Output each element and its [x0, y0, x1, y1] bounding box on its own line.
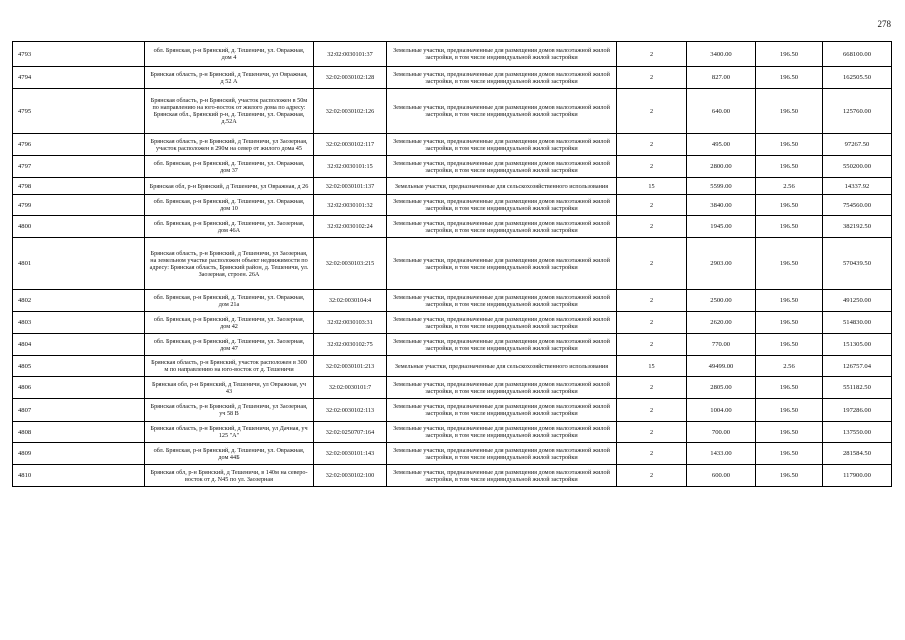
cadastral-number-cell: 32:02:0030101:32: [314, 195, 387, 216]
row-number-cell: 4809: [13, 443, 145, 465]
specific-value-cell: 196.50: [756, 195, 823, 216]
area-cell: 2500.00: [687, 290, 756, 312]
group-cell: 2: [617, 399, 687, 422]
cadastral-value-cell: 551182.50: [823, 377, 892, 399]
group-cell: 2: [617, 134, 687, 156]
land-use-cell: Земельные участки, предназначенные для размещения домов малоэтажной жилой застройки, в том числе индивидуальной жилой застройки: [387, 399, 617, 422]
cadastral-value-cell: 126757.04: [823, 356, 892, 377]
specific-value-cell: 196.50: [756, 89, 823, 134]
address-cell: обл. Брянская, р-н Брянский, д. Тешеничи, ул. Заозерная, дом 47: [145, 334, 314, 356]
land-use-cell: Земельные участки, предназначенные для размещения домов малоэтажной жилой застройки, в том числе индивидуальной жилой застройки: [387, 238, 617, 290]
land-use-cell: Земельные участки, предназначенные для размещения домов малоэтажной жилой застройки, в том числе индивидуальной жилой застройки: [387, 312, 617, 334]
table-row: [13, 443, 892, 465]
address-cell: Брянская область, р-н Брянский, участок расположен в 50м по направлению на юго-восток от жилого дома по адресу: Брянская обл., Брянский р-н, д. Тешеничи, ул. Овражная, д.52А: [145, 89, 314, 134]
specific-value-cell: 196.50: [756, 377, 823, 399]
address-cell: Брянская обл, р-н Брянский, д Тешеничи, ул Овражная, д 26: [145, 178, 314, 195]
specific-value-cell: 196.50: [756, 443, 823, 465]
page-number: 278: [877, 19, 891, 29]
area-cell: 700.00: [687, 422, 756, 443]
cadastral-number-cell: 32:02:0250707:164: [314, 422, 387, 443]
row-number-cell: 4803: [13, 312, 145, 334]
row-number-cell: 4793: [13, 42, 145, 67]
cadastral-number-cell: 32:02:0030104:4: [314, 290, 387, 312]
address-cell: обл. Брянская, р-н Брянский, д. Тешеничи, ул. Овражная, дом 44Б: [145, 443, 314, 465]
area-cell: 827.00: [687, 67, 756, 89]
area-cell: 5599.00: [687, 178, 756, 195]
row-number-cell: 4806: [13, 377, 145, 399]
specific-value-cell: 196.50: [756, 238, 823, 290]
specific-value-cell: 196.50: [756, 334, 823, 356]
row-number-cell: 4797: [13, 156, 145, 178]
cadastral-number-cell: 32:02:0030103:215: [314, 238, 387, 290]
address-cell: обл. Брянская, р-н Брянский, д. Тешеничи, ул. Заозерная, дом 46А: [145, 216, 314, 238]
area-cell: 640.00: [687, 89, 756, 134]
cadastral-number-cell: 32:02:0030103:31: [314, 312, 387, 334]
group-cell: 2: [617, 216, 687, 238]
area-cell: 495.00: [687, 134, 756, 156]
specific-value-cell: 196.50: [756, 216, 823, 238]
table-row: [13, 42, 892, 67]
group-cell: 2: [617, 334, 687, 356]
cadastral-number-cell: 32:02:0030101:7: [314, 377, 387, 399]
area-cell: 2805.00: [687, 377, 756, 399]
specific-value-cell: 196.50: [756, 465, 823, 487]
address-cell: Брянская область, р-н Брянский, участок расположен в 300 м по направлению на юго-восток от д. Тешеничи: [145, 356, 314, 377]
land-use-cell: Земельные участки, предназначенные для размещения домов малоэтажной жилой застройки, в том числе индивидуальной жилой застройки: [387, 134, 617, 156]
group-cell: 2: [617, 89, 687, 134]
address-cell: обл. Брянская, р-н Брянский, д. Тешеничи, ул. Заозерная, дом 42: [145, 312, 314, 334]
address-cell: Брянская область, р-н Брянский, д Тешеничи, ул Заозерная, на земельном участке расположен объект недвижимости по адресу: Брянская область, Брянский район, д. Тешеничи, ул. Заозерная, строен. 26А: [145, 238, 314, 290]
area-cell: 3840.00: [687, 195, 756, 216]
area-cell: 2800.00: [687, 156, 756, 178]
cadastral-value-cell: 137550.00: [823, 422, 892, 443]
land-use-cell: Земельные участки, предназначенные для сельскохозяйственного использования: [387, 356, 617, 377]
row-number-cell: 4794: [13, 67, 145, 89]
cadastral-number-cell: 32:02:0030101:37: [314, 42, 387, 67]
table-row: [13, 377, 892, 399]
table-row: [13, 290, 892, 312]
row-number-cell: 4807: [13, 399, 145, 422]
table-row: [13, 134, 892, 156]
cadastral-registry-table: [12, 41, 892, 487]
cadastral-number-cell: 32:02:0030101:15: [314, 156, 387, 178]
group-cell: 15: [617, 178, 687, 195]
land-use-cell: Земельные участки, предназначенные для размещения домов малоэтажной жилой застройки, в том числе индивидуальной жилой застройки: [387, 195, 617, 216]
row-number-cell: 4800: [13, 216, 145, 238]
cadastral-value-cell: 197286.00: [823, 399, 892, 422]
table-row: [13, 334, 892, 356]
cadastral-value-cell: 491250.00: [823, 290, 892, 312]
area-cell: 1433.00: [687, 443, 756, 465]
land-use-cell: Земельные участки, предназначенные для сельскохозяйственного использования: [387, 178, 617, 195]
specific-value-cell: 196.50: [756, 399, 823, 422]
cadastral-number-cell: 32:02:0030102:128: [314, 67, 387, 89]
area-cell: 770.00: [687, 334, 756, 356]
land-use-cell: Земельные участки, предназначенные для размещения домов малоэтажной жилой застройки, в том числе индивидуальной жилой застройки: [387, 334, 617, 356]
cadastral-value-cell: 281584.50: [823, 443, 892, 465]
land-use-cell: Земельные участки, предназначенные для размещения домов малоэтажной жилой застройки, в том числе индивидуальной жилой застройки: [387, 156, 617, 178]
specific-value-cell: 196.50: [756, 134, 823, 156]
cadastral-number-cell: 32:02:0030101:213: [314, 356, 387, 377]
specific-value-cell: 196.50: [756, 290, 823, 312]
cadastral-value-cell: 550200.00: [823, 156, 892, 178]
cadastral-number-cell: 32:02:0030102:117: [314, 134, 387, 156]
area-cell: 1004.00: [687, 399, 756, 422]
group-cell: 2: [617, 67, 687, 89]
row-number-cell: 4796: [13, 134, 145, 156]
row-number-cell: 4808: [13, 422, 145, 443]
address-cell: обл. Брянская, р-н Брянский, д. Тешеничи, ул. Овражная, дом 21а: [145, 290, 314, 312]
land-use-cell: Земельные участки, предназначенные для размещения домов малоэтажной жилой застройки, в том числе индивидуальной жилой застройки: [387, 290, 617, 312]
cadastral-value-cell: 382192.50: [823, 216, 892, 238]
cadastral-value-cell: 14337.92: [823, 178, 892, 195]
table-row: [13, 195, 892, 216]
land-use-cell: Земельные участки, предназначенные для размещения домов малоэтажной жилой застройки, в том числе индивидуальной жилой застройки: [387, 67, 617, 89]
table-row: [13, 312, 892, 334]
row-number-cell: 4804: [13, 334, 145, 356]
cadastral-number-cell: 32:02:0030101:137: [314, 178, 387, 195]
address-cell: обл. Брянская, р-н Брянский, д. Тешеничи, ул. Овражная, дом 10: [145, 195, 314, 216]
table-row: [13, 356, 892, 377]
address-cell: обл. Брянская, р-н Брянский, д. Тешеничи, ул. Овражная, дом 4: [145, 42, 314, 67]
row-number-cell: 4810: [13, 465, 145, 487]
specific-value-cell: 196.50: [756, 42, 823, 67]
address-cell: Брянская область, р-н Брянский, д Тешеничи, ул Заозерная, участок расположен в 290м на север от жилого дома 45: [145, 134, 314, 156]
table-row: [13, 399, 892, 422]
cadastral-number-cell: 32:02:0030102:24: [314, 216, 387, 238]
table-row: [13, 422, 892, 443]
table-row: [13, 89, 892, 134]
table-row: [13, 238, 892, 290]
land-use-cell: Земельные участки, предназначенные для размещения домов малоэтажной жилой застройки, в том числе индивидуальной жилой застройки: [387, 465, 617, 487]
area-cell: 49499.00: [687, 356, 756, 377]
row-number-cell: 4805: [13, 356, 145, 377]
address-cell: Брянская обл, р-н Брянский, д Тешеничи, в 140м на северо-восток от д. N45 по ул. Заозерная: [145, 465, 314, 487]
group-cell: 2: [617, 422, 687, 443]
cadastral-value-cell: 754560.00: [823, 195, 892, 216]
address-cell: обл. Брянская, р-н Брянский, д. Тешеничи, ул. Овражная, дом 37: [145, 156, 314, 178]
row-number-cell: 4799: [13, 195, 145, 216]
table-row: [13, 67, 892, 89]
specific-value-cell: 2.56: [756, 178, 823, 195]
specific-value-cell: 196.50: [756, 156, 823, 178]
cadastral-number-cell: 32:02:0030102:75: [314, 334, 387, 356]
group-cell: 2: [617, 312, 687, 334]
specific-value-cell: 196.50: [756, 67, 823, 89]
cadastral-value-cell: 162505.50: [823, 67, 892, 89]
group-cell: 2: [617, 443, 687, 465]
group-cell: 2: [617, 290, 687, 312]
group-cell: 2: [617, 465, 687, 487]
land-use-cell: Земельные участки, предназначенные для размещения домов малоэтажной жилой застройки, в том числе индивидуальной жилой застройки: [387, 216, 617, 238]
cadastral-value-cell: 514830.00: [823, 312, 892, 334]
cadastral-value-cell: 668100.00: [823, 42, 892, 67]
table-row: [13, 178, 892, 195]
group-cell: 15: [617, 356, 687, 377]
land-use-cell: Земельные участки, предназначенные для размещения домов малоэтажной жилой застройки, в том числе индивидуальной жилой застройки: [387, 443, 617, 465]
group-cell: 2: [617, 377, 687, 399]
cadastral-number-cell: 32:02:0030102:100: [314, 465, 387, 487]
row-number-cell: 4798: [13, 178, 145, 195]
row-number-cell: 4801: [13, 238, 145, 290]
land-use-cell: Земельные участки, предназначенные для размещения домов малоэтажной жилой застройки, в том числе индивидуальной жилой застройки: [387, 422, 617, 443]
row-number-cell: 4795: [13, 89, 145, 134]
cadastral-value-cell: 117900.00: [823, 465, 892, 487]
group-cell: 2: [617, 42, 687, 67]
cadastral-value-cell: 125760.00: [823, 89, 892, 134]
cadastral-value-cell: 570439.50: [823, 238, 892, 290]
specific-value-cell: 196.50: [756, 312, 823, 334]
address-cell: Брянская обл, р-н Брянский, д Тешеничи, ул Овражная, уч 43: [145, 377, 314, 399]
cadastral-value-cell: 151305.00: [823, 334, 892, 356]
row-number-cell: 4802: [13, 290, 145, 312]
cadastral-number-cell: 32:02:0030102:126: [314, 89, 387, 134]
area-cell: 600.00: [687, 465, 756, 487]
table-body: [13, 42, 892, 487]
address-cell: Брянская область, р-н Брянский, д Тешеничи, ул Овражная, д 52 А: [145, 67, 314, 89]
land-use-cell: Земельные участки, предназначенные для размещения домов малоэтажной жилой застройки, в том числе индивидуальной жилой застройки: [387, 377, 617, 399]
group-cell: 2: [617, 238, 687, 290]
cadastral-number-cell: 32:02:0030102:113: [314, 399, 387, 422]
group-cell: 2: [617, 156, 687, 178]
table-row: [13, 156, 892, 178]
group-cell: 2: [617, 195, 687, 216]
area-cell: 2620.00: [687, 312, 756, 334]
cadastral-value-cell: 97267.50: [823, 134, 892, 156]
address-cell: Брянская область, р-н Брянский, д Тешеничи, ул Заозерная, уч 58 В: [145, 399, 314, 422]
land-use-cell: Земельные участки, предназначенные для размещения домов малоэтажной жилой застройки, в том числе индивидуальной жилой застройки: [387, 42, 617, 67]
table-row: [13, 465, 892, 487]
address-cell: Брянская область, р-н Брянский, д Тешеничи, ул Дачная, уч 125 "А": [145, 422, 314, 443]
cadastral-number-cell: 32:02:0030101:143: [314, 443, 387, 465]
table-row: [13, 216, 892, 238]
area-cell: 1945.00: [687, 216, 756, 238]
area-cell: 3400.00: [687, 42, 756, 67]
land-use-cell: Земельные участки, предназначенные для размещения домов малоэтажной жилой застройки, в том числе индивидуальной жилой застройки: [387, 89, 617, 134]
specific-value-cell: 2.56: [756, 356, 823, 377]
area-cell: 2903.00: [687, 238, 756, 290]
specific-value-cell: 196.50: [756, 422, 823, 443]
